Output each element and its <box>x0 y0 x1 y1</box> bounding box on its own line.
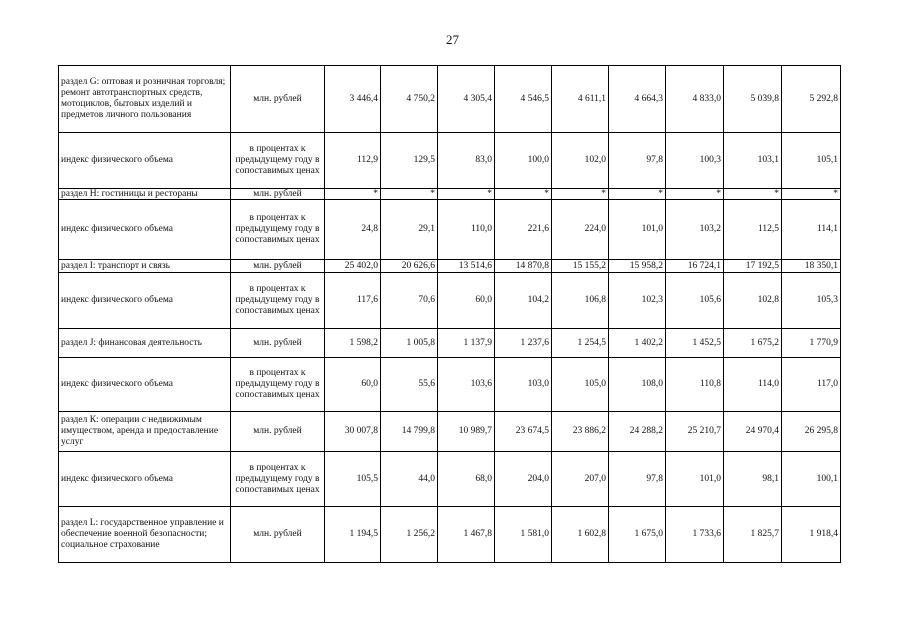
value-cell: 18 350,1 <box>782 260 841 273</box>
value-cell: 105,6 <box>666 273 724 329</box>
unit-cell: млн. рублей <box>231 329 325 358</box>
value-cell: 29,1 <box>381 200 438 260</box>
value-cell: 23 674,5 <box>495 412 552 452</box>
value-cell: 97,8 <box>609 133 666 189</box>
value-cell: 1 467,8 <box>438 507 495 563</box>
value-cell: 4 750,2 <box>381 66 438 133</box>
value-cell: 1 137,9 <box>438 329 495 358</box>
value-cell: 10 989,7 <box>438 412 495 452</box>
value-cell: 1 194,5 <box>325 507 381 563</box>
table-row <box>59 507 841 563</box>
value-cell: 23 886,2 <box>552 412 609 452</box>
value-cell: 1 254,5 <box>552 329 609 358</box>
value-cell: 25 402,0 <box>325 260 381 273</box>
table-row <box>59 133 841 189</box>
value-cell: 3 446,4 <box>325 66 381 133</box>
value-cell: * <box>325 189 381 200</box>
value-cell: 100,3 <box>666 133 724 189</box>
unit-cell: в процентах к предыдущему году в сопоставимых ценах <box>231 452 325 507</box>
indicator-name-cell: индекс физического объема <box>59 273 231 329</box>
value-cell: 103,0 <box>495 358 552 412</box>
section-name-cell: раздел L: государственное управление и обеспечение военной безопасности; социальное страхование <box>59 507 231 563</box>
value-cell: 1 733,6 <box>666 507 724 563</box>
value-cell: * <box>381 189 438 200</box>
value-cell: 103,6 <box>438 358 495 412</box>
value-cell: 102,3 <box>609 273 666 329</box>
value-cell: 101,0 <box>609 200 666 260</box>
section-name-cell: раздел Н: гостиницы и рестораны <box>59 189 231 200</box>
unit-cell: млн. рублей <box>231 189 325 200</box>
value-cell: 60,0 <box>438 273 495 329</box>
unit-cell: в процентах к предыдущему году в сопоставимых ценах <box>231 273 325 329</box>
value-cell: 13 514,6 <box>438 260 495 273</box>
value-cell: * <box>552 189 609 200</box>
value-cell: 101,0 <box>666 452 724 507</box>
value-cell: 102,8 <box>724 273 782 329</box>
table-row <box>59 329 841 358</box>
value-cell: 110,0 <box>438 200 495 260</box>
value-cell: 68,0 <box>438 452 495 507</box>
value-cell: * <box>609 189 666 200</box>
value-cell: 221,6 <box>495 200 552 260</box>
value-cell: 105,5 <box>325 452 381 507</box>
value-cell: 25 210,7 <box>666 412 724 452</box>
value-cell: 100,1 <box>782 452 841 507</box>
value-cell: 114,1 <box>782 200 841 260</box>
value-cell: 24 970,4 <box>724 412 782 452</box>
value-cell: 24,8 <box>325 200 381 260</box>
value-cell: 108,0 <box>609 358 666 412</box>
value-cell: 1 402,2 <box>609 329 666 358</box>
value-cell: 97,8 <box>609 452 666 507</box>
value-cell: 14 799,8 <box>381 412 438 452</box>
section-name-cell: раздел I: транспорт и связь <box>59 260 231 273</box>
value-cell: 44,0 <box>381 452 438 507</box>
unit-cell: в процентах к предыдущему году в сопоставимых ценах <box>231 358 325 412</box>
value-cell: 98,1 <box>724 452 782 507</box>
value-cell: 1 598,2 <box>325 329 381 358</box>
section-name-cell: раздел К: операции с недвижимым имуществом, аренда и предоставление услуг <box>59 412 231 452</box>
value-cell: 26 295,8 <box>782 412 841 452</box>
value-cell: 224,0 <box>552 200 609 260</box>
unit-cell: в процентах к предыдущему году в сопоставимых ценах <box>231 133 325 189</box>
value-cell: 4 833,0 <box>666 66 724 133</box>
table-row <box>59 358 841 412</box>
value-cell: 5 039,8 <box>724 66 782 133</box>
value-cell: 4 305,4 <box>438 66 495 133</box>
value-cell: 15 958,2 <box>609 260 666 273</box>
unit-cell: млн. рублей <box>231 260 325 273</box>
page-number: 27 <box>446 32 459 47</box>
indicator-name-cell: индекс физического объема <box>59 452 231 507</box>
value-cell: 70,6 <box>381 273 438 329</box>
value-cell: 4 664,3 <box>609 66 666 133</box>
value-cell: 17 192,5 <box>724 260 782 273</box>
value-cell: 16 724,1 <box>666 260 724 273</box>
statistics-table <box>58 65 841 563</box>
value-cell: 110,8 <box>666 358 724 412</box>
value-cell: 105,1 <box>782 133 841 189</box>
value-cell: 83,0 <box>438 133 495 189</box>
value-cell: 103,1 <box>724 133 782 189</box>
value-cell: * <box>724 189 782 200</box>
unit-cell: в процентах к предыдущему году в сопоставимых ценах <box>231 200 325 260</box>
value-cell: 103,2 <box>666 200 724 260</box>
value-cell: 105,0 <box>552 358 609 412</box>
value-cell: 1 770,9 <box>782 329 841 358</box>
value-cell: 105,3 <box>782 273 841 329</box>
indicator-name-cell: индекс физического объема <box>59 133 231 189</box>
value-cell: 14 870,8 <box>495 260 552 273</box>
unit-cell: млн. рублей <box>231 507 325 563</box>
table-row <box>59 412 841 452</box>
value-cell: 55,6 <box>381 358 438 412</box>
value-cell: 112,5 <box>724 200 782 260</box>
value-cell: 1 237,6 <box>495 329 552 358</box>
value-cell: 1 602,8 <box>552 507 609 563</box>
value-cell: 204,0 <box>495 452 552 507</box>
value-cell: 4 611,1 <box>552 66 609 133</box>
unit-cell: млн. рублей <box>231 66 325 133</box>
value-cell: 4 546,5 <box>495 66 552 133</box>
table-row <box>59 260 841 273</box>
value-cell: * <box>666 189 724 200</box>
value-cell: 24 288,2 <box>609 412 666 452</box>
value-cell: 104,2 <box>495 273 552 329</box>
value-cell: 129,5 <box>381 133 438 189</box>
value-cell: 60,0 <box>325 358 381 412</box>
value-cell: 5 292,8 <box>782 66 841 133</box>
table-row <box>59 189 841 200</box>
value-cell: 117,6 <box>325 273 381 329</box>
value-cell: 117,0 <box>782 358 841 412</box>
value-cell: 1 005,8 <box>381 329 438 358</box>
value-cell: 106,8 <box>552 273 609 329</box>
value-cell: 1 918,4 <box>782 507 841 563</box>
table-row <box>59 66 841 133</box>
indicator-name-cell: индекс физического объема <box>59 358 231 412</box>
value-cell: * <box>782 189 841 200</box>
table-row <box>59 452 841 507</box>
value-cell: 100,0 <box>495 133 552 189</box>
value-cell: 1 256,2 <box>381 507 438 563</box>
value-cell: 1 825,7 <box>724 507 782 563</box>
unit-cell: млн. рублей <box>231 412 325 452</box>
value-cell: 1 675,0 <box>609 507 666 563</box>
value-cell: 207,0 <box>552 452 609 507</box>
section-name-cell: раздел J: финансовая деятельность <box>59 329 231 358</box>
value-cell: 114,0 <box>724 358 782 412</box>
table-row <box>59 273 841 329</box>
value-cell: 20 626,6 <box>381 260 438 273</box>
value-cell: * <box>438 189 495 200</box>
section-name-cell: раздел G: оптовая и розничная торговля; ремонт автотранспортных средств, мотоциклов, бытовых изделий и предметов личного пользования <box>59 66 231 133</box>
value-cell: 1 675,2 <box>724 329 782 358</box>
table-row <box>59 200 841 260</box>
value-cell: 15 155,2 <box>552 260 609 273</box>
value-cell: * <box>495 189 552 200</box>
value-cell: 1 452,5 <box>666 329 724 358</box>
value-cell: 1 581,0 <box>495 507 552 563</box>
value-cell: 30 007,8 <box>325 412 381 452</box>
indicator-name-cell: индекс физического объема <box>59 200 231 260</box>
value-cell: 102,0 <box>552 133 609 189</box>
value-cell: 112,9 <box>325 133 381 189</box>
